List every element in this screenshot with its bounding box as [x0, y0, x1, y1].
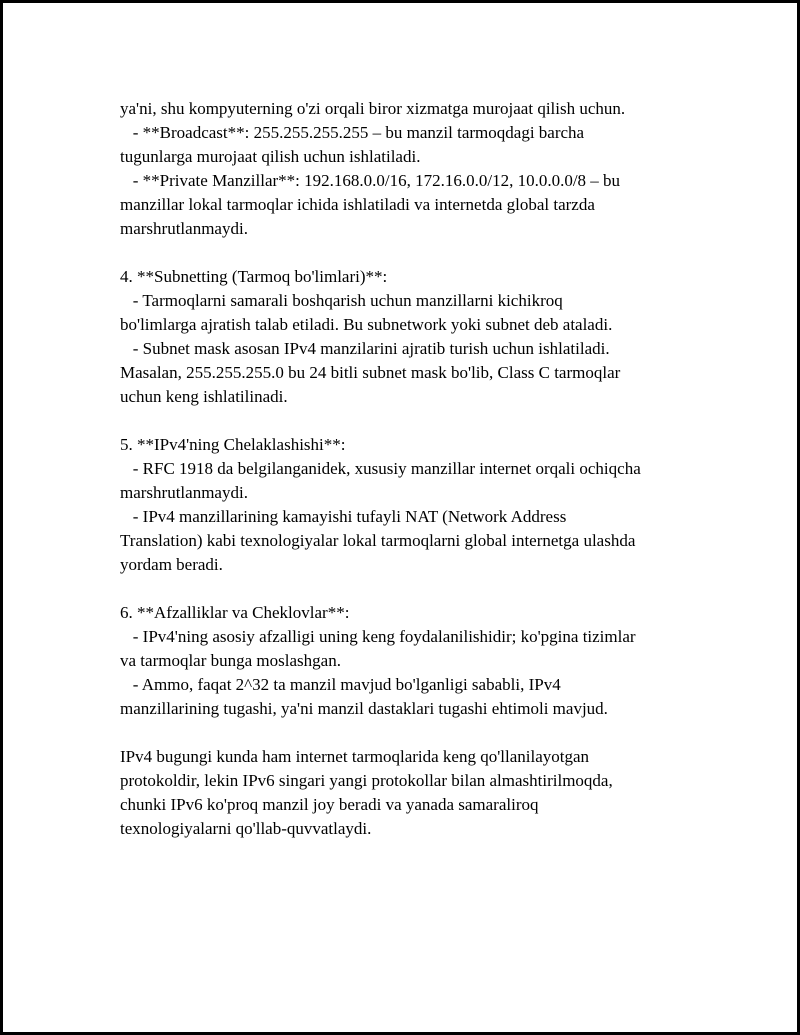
- text-line: 5. **IPv4'ning Chelaklashishi**:: [120, 435, 346, 454]
- text-line: 4. **Subnetting (Tarmoq bo'limlari)**:: [120, 267, 388, 286]
- text-line: bo'limlarga ajratish talab etiladi. Bu subnetwork yoki subnet deb ataladi.: [120, 315, 613, 334]
- text-line: protokoldir, lekin IPv6 singari yangi protokollar bilan almashtirilmoqda,: [120, 771, 613, 790]
- text-line: [120, 577, 690, 601]
- text-line: - Tarmoqlarni samarali boshqarish uchun manzillarni kichikroq: [120, 291, 563, 310]
- text-line: - RFC 1918 da belgilanganidek, xususiy manzillar internet orqali ochiqcha: [120, 459, 641, 478]
- text-line: [120, 409, 690, 433]
- text-line: yordam beradi.: [120, 555, 223, 574]
- text-line: - **Private Manzillar**: 192.168.0.0/16, 172.16.0.0/12, 10.0.0.0/8 – bu: [120, 171, 621, 190]
- text-line: texnologiyalarni qo'llab-quvvatlaydi.: [120, 819, 372, 838]
- text-line: marshrutlanmaydi.: [120, 483, 248, 502]
- text-line: uchun keng ishlatilinadi.: [120, 387, 288, 406]
- text-line: IPv4 bugungi kunda ham internet tarmoqlarida keng qo'llanilayotgan: [120, 747, 590, 766]
- document-text: [120, 97, 690, 841]
- text-line: va tarmoqlar bunga moslashgan.: [120, 651, 341, 670]
- text-line: [120, 721, 690, 745]
- text-line: manzillar lokal tarmoqlar ichida ishlatiladi va internetda global tarzda: [120, 195, 595, 214]
- text-line: chunki IPv6 ko'proq manzil joy beradi va yanada samaraliroq: [120, 795, 539, 814]
- text-line: - IPv4 manzillarining kamayishi tufayli NAT (Network Address: [120, 507, 567, 526]
- text-line: 6. **Afzalliklar va Cheklovlar**:: [120, 603, 350, 622]
- text-line: - Ammo, faqat 2^32 ta manzil mavjud bo'lganligi sababli, IPv4: [120, 675, 561, 694]
- text-line: tugunlarga murojaat qilish uchun ishlatiladi.: [120, 147, 421, 166]
- text-line: marshrutlanmaydi.: [120, 219, 248, 238]
- text-line: manzillarining tugashi, ya'ni manzil dastaklari tugashi ehtimoli mavjud.: [120, 699, 608, 718]
- text-line: ya'ni, shu kompyuterning o'zi orqali biror xizmatga murojaat qilish uchun.: [120, 99, 626, 118]
- text-line: - IPv4'ning asosiy afzalligi uning keng foydalanilishidir; ko'pgina tizimlar: [120, 627, 636, 646]
- text-line: - **Broadcast**: 255.255.255.255 – bu manzil tarmoqdagi barcha: [120, 123, 585, 142]
- text-line: Masalan, 255.255.255.0 bu 24 bitli subnet mask bo'lib, Class C tarmoqlar: [120, 363, 621, 382]
- text-line: [120, 241, 690, 265]
- text-line: Translation) kabi texnologiyalar lokal tarmoqlarni global internetga ulashda: [120, 531, 636, 550]
- text-line: - Subnet mask asosan IPv4 manzilarini ajratib turish uchun ishlatiladi.: [120, 339, 610, 358]
